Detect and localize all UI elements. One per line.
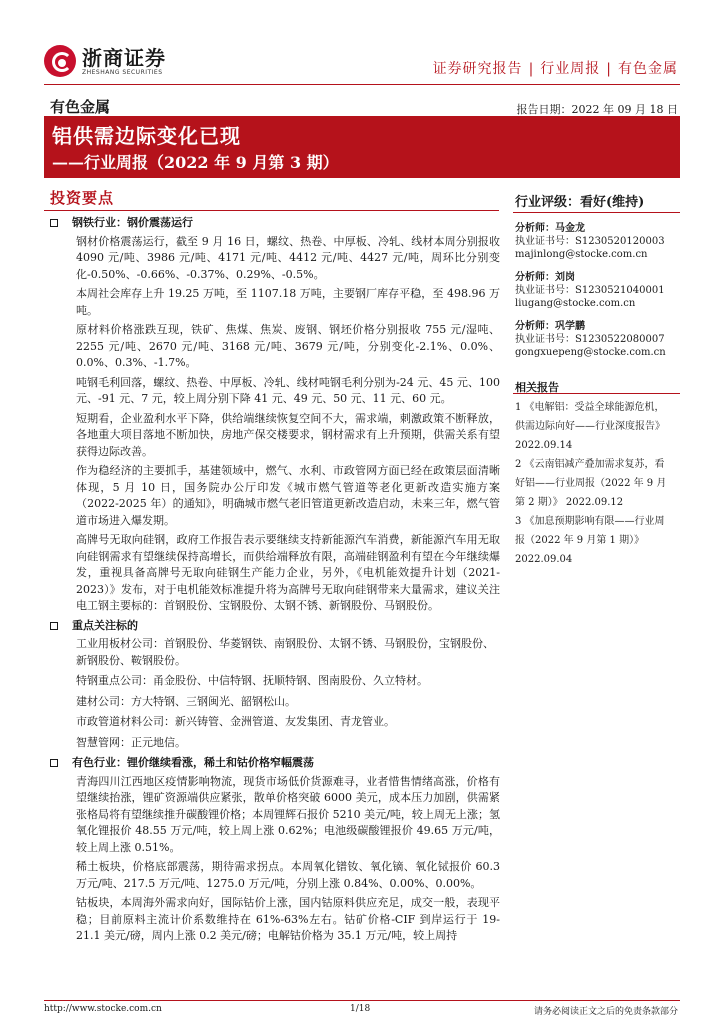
- analyst-license: 执业证书号：S1230522080007: [515, 334, 665, 345]
- paragraph: 吨钢毛利回落，螺纹、热卷、中厚板、冷轧、线材吨钢毛利分别为-24 元、45 元、100 元、-91 元、7 元，较上周分别下降 41 元、49 元、50 元、11 元、60 元。: [76, 375, 500, 405]
- analyst-name: 分析师：刘岗: [515, 272, 575, 283]
- related-report-link[interactable]: 2 《云南铝减产叠加需求复苏，看好铝——行业周报（2022 年 9 月第 2 期）》 2022.09.12: [515, 459, 667, 508]
- analyst-list: [515, 222, 675, 369]
- analyst-card: [515, 271, 675, 310]
- header-divider: [44, 84, 680, 85]
- paragraph: 高牌号无取向硅钢，政府工作报告表示要继续支持新能源汽车消费，新能源汽车用无取向硅钢需求有望继续保持高增长，而供给端释放有限，高端硅钢盈利有望在今年继续爆发，重视具备高牌号无取向硅钢生产能力企业，另外，《电机能效提升计划（2021-2023）》发布，对于电机能效标准提升将为高牌号无取向硅钢带来大量需求，建议关注电工钢主要标的：首钢股份、宝钢股份、太钢不锈、新钢股份、马钢股份。: [76, 533, 500, 612]
- sector-label: 有色金属: [50, 98, 111, 116]
- title-banner: [44, 116, 680, 178]
- related-reports-title: 相关报告: [515, 381, 559, 394]
- checkbox-bullet-icon: [50, 759, 58, 767]
- related-report-link[interactable]: 3 《加息预期影响有限——行业周报（2022 年 9 月第 1 期）》 2022.09.04: [515, 516, 665, 565]
- checkbox-bullet-icon: [50, 219, 58, 227]
- analyst-card: [515, 320, 675, 359]
- section-heading: 有色行业：锂价继续看涨，稀土和钴价格窄幅震荡: [50, 755, 500, 772]
- footer-url[interactable]: http://www.stocke.com.cn: [44, 1004, 162, 1014]
- section-heading: 重点关注标的: [50, 618, 500, 635]
- analyst-license: 执业证书号：S1230521040001: [515, 285, 665, 296]
- related-divider: [513, 393, 680, 394]
- paragraph: 本周社会库存上升 19.25 万吨，至 1107.18 万吨，主要钢厂库存平稳，至 498.96 万吨。: [76, 287, 500, 317]
- list-item: 工业用板材公司：首钢股份、华菱钢铁、南钢股份、太钢不锈、马钢股份，宝钢股份、新钢股份、鞍钢股份。: [76, 637, 494, 667]
- analyst-email[interactable]: gongxuepeng@stocke.com.cn: [515, 347, 666, 358]
- investment-highlights-title: 投资要点: [50, 189, 115, 207]
- related-reports-list: [515, 398, 667, 569]
- page-number: 1/18: [350, 1004, 371, 1014]
- paragraph: 原材料价格涨跌互现，铁矿、焦煤、焦炭、废钢、钢坯价格分别报收 755 元/湿吨、2255 元/吨、2670 元/吨、3168 元/吨、3679 元/吨，分别变化-2.1%、0.0%、0.0%、0.3%、-1.7%。: [76, 323, 500, 369]
- logo-name-cn: 浙商证券: [82, 45, 166, 70]
- footer-disclaimer: 请务必阅读正文之后的免责条款部分: [533, 1007, 678, 1017]
- section-divider: [44, 210, 499, 211]
- report-date: 报告日期：2022 年 09 月 18 日: [516, 103, 678, 116]
- analyst-name: 分析师：马金龙: [515, 223, 585, 234]
- list-item: 智慧管网：正元地信。: [76, 735, 186, 749]
- analyst-name: 分析师：巩学鹏: [515, 321, 585, 332]
- breadcrumb-item: 有色金属: [618, 61, 678, 77]
- industry-rating: 行业评级：看好(维持): [515, 195, 645, 210]
- section-heading: 钢铁行业：钢价震荡运行: [50, 215, 500, 232]
- report-title: 铝供需边际变化已现: [52, 124, 241, 148]
- paragraph: 青海四川江西地区疫情影响物流，现货市场低价货源难寻，业者惜售情绪高涨，价格有望继续抬涨，锂矿资源端供应紧张，散单价格突破 6000 美元，成本压力加剧，供需紧张格局将有望继续推升碳酸锂价格；本周锂辉石报价 5210 美元/吨，较上周无上涨；氢氧化锂报价 48.55 万元/吨，较上周上涨 0.62%；电池级碳酸锂报价 49.65 万元/吨，较上周上涨 0.51%。: [76, 774, 500, 854]
- checkbox-bullet-icon: [50, 622, 58, 630]
- list-item: 特钢重点公司：甬金股份、中信特钢、抚顺特钢、图南股份、久立特材。: [76, 674, 428, 687]
- company-logo: [44, 45, 166, 77]
- paragraph: 短期看，企业盈利水平下降，供给端继续恢复空间不大，需求端，刺激政策不断释放，各地重大项目落地不断加快，房地产保交楼要求，钢材需求有上升预期，供需关系有望获得边际改善。: [76, 411, 500, 458]
- analyst-email[interactable]: liugang@stocke.com.cn: [515, 298, 636, 309]
- breadcrumb: 证券研究报告 | 行业周报 | 有色金属: [432, 61, 678, 77]
- paragraph: 钢材价格震荡运行，截至 9 月 16 日，螺纹、热卷、中厚板、冷轧、线材本周分别报收 4090 元/吨、3986 元/吨、4171 元/吨、4412 元/吨、4427 元/吨，周环比分别变化-0.50%、-0.66%、-0.37%、0.29%、-0.5%。: [76, 234, 500, 281]
- investment-body: [50, 213, 500, 948]
- analyst-license: 执业证书号：S1230520120003: [515, 236, 665, 247]
- report-subtitle: ——行业周报（2022 年 9 月第 3 期）: [52, 153, 339, 172]
- logo-mark-icon: [44, 45, 76, 77]
- paragraph: 钴板块，本周海外需求向好，国际钴价上涨，国内钴原料供应充足，成交一般，表现平稳；目前原料主流计价系数维持在 61%-63%左右。钴矿价格-CIF 到岸运行于 19-21.1 美元/磅，周内上涨 0.2 美元/磅；电解钴价格为 35.1 万元/吨，较上周持: [76, 896, 500, 942]
- footer-divider: [44, 1000, 680, 1001]
- breadcrumb-item: 行业周报: [540, 61, 601, 77]
- paragraph: 作为稳经济的主要抓手，基建领域中，燃气、水利、市政管网方面已经在政策层面清晰体现，5 月 10 日，国务院办公厅印发《城市燃气管道等老化更新改造实施方案（2022-2025 年）的通知》，明确城市燃气老旧管道更新改造启动，未来三年，燃气管道市场进入爆发期。: [76, 464, 500, 527]
- breadcrumb-item: 证券研究报告: [432, 61, 523, 77]
- analyst-email[interactable]: majinlong@stocke.com.cn: [515, 249, 648, 260]
- paragraph: 稀土板块，价格底部震荡，期待需求拐点。本周氧化镨钕、氧化镝、氧化铽报价 60.3 万元/吨、217.5 万元/吨、1275.0 万元/吨，分别上涨 0.84%、0.00%、0.00%。: [76, 860, 500, 890]
- list-item: 市政管道材料公司：新兴铸管、金洲管道、友发集团、青龙管业。: [76, 715, 395, 728]
- analyst-card: [515, 222, 675, 261]
- rating-divider: [513, 212, 680, 213]
- related-report-link[interactable]: 1 《电解铝：受益全球能源危机，供需边际向好——行业深度报告》 2022.09.14: [515, 402, 665, 451]
- list-item: 建材公司：方大特钢、三钢闽光、韶钢松山。: [76, 694, 296, 708]
- logo-name-en: ZHESHANG SECURITIES: [82, 68, 163, 76]
